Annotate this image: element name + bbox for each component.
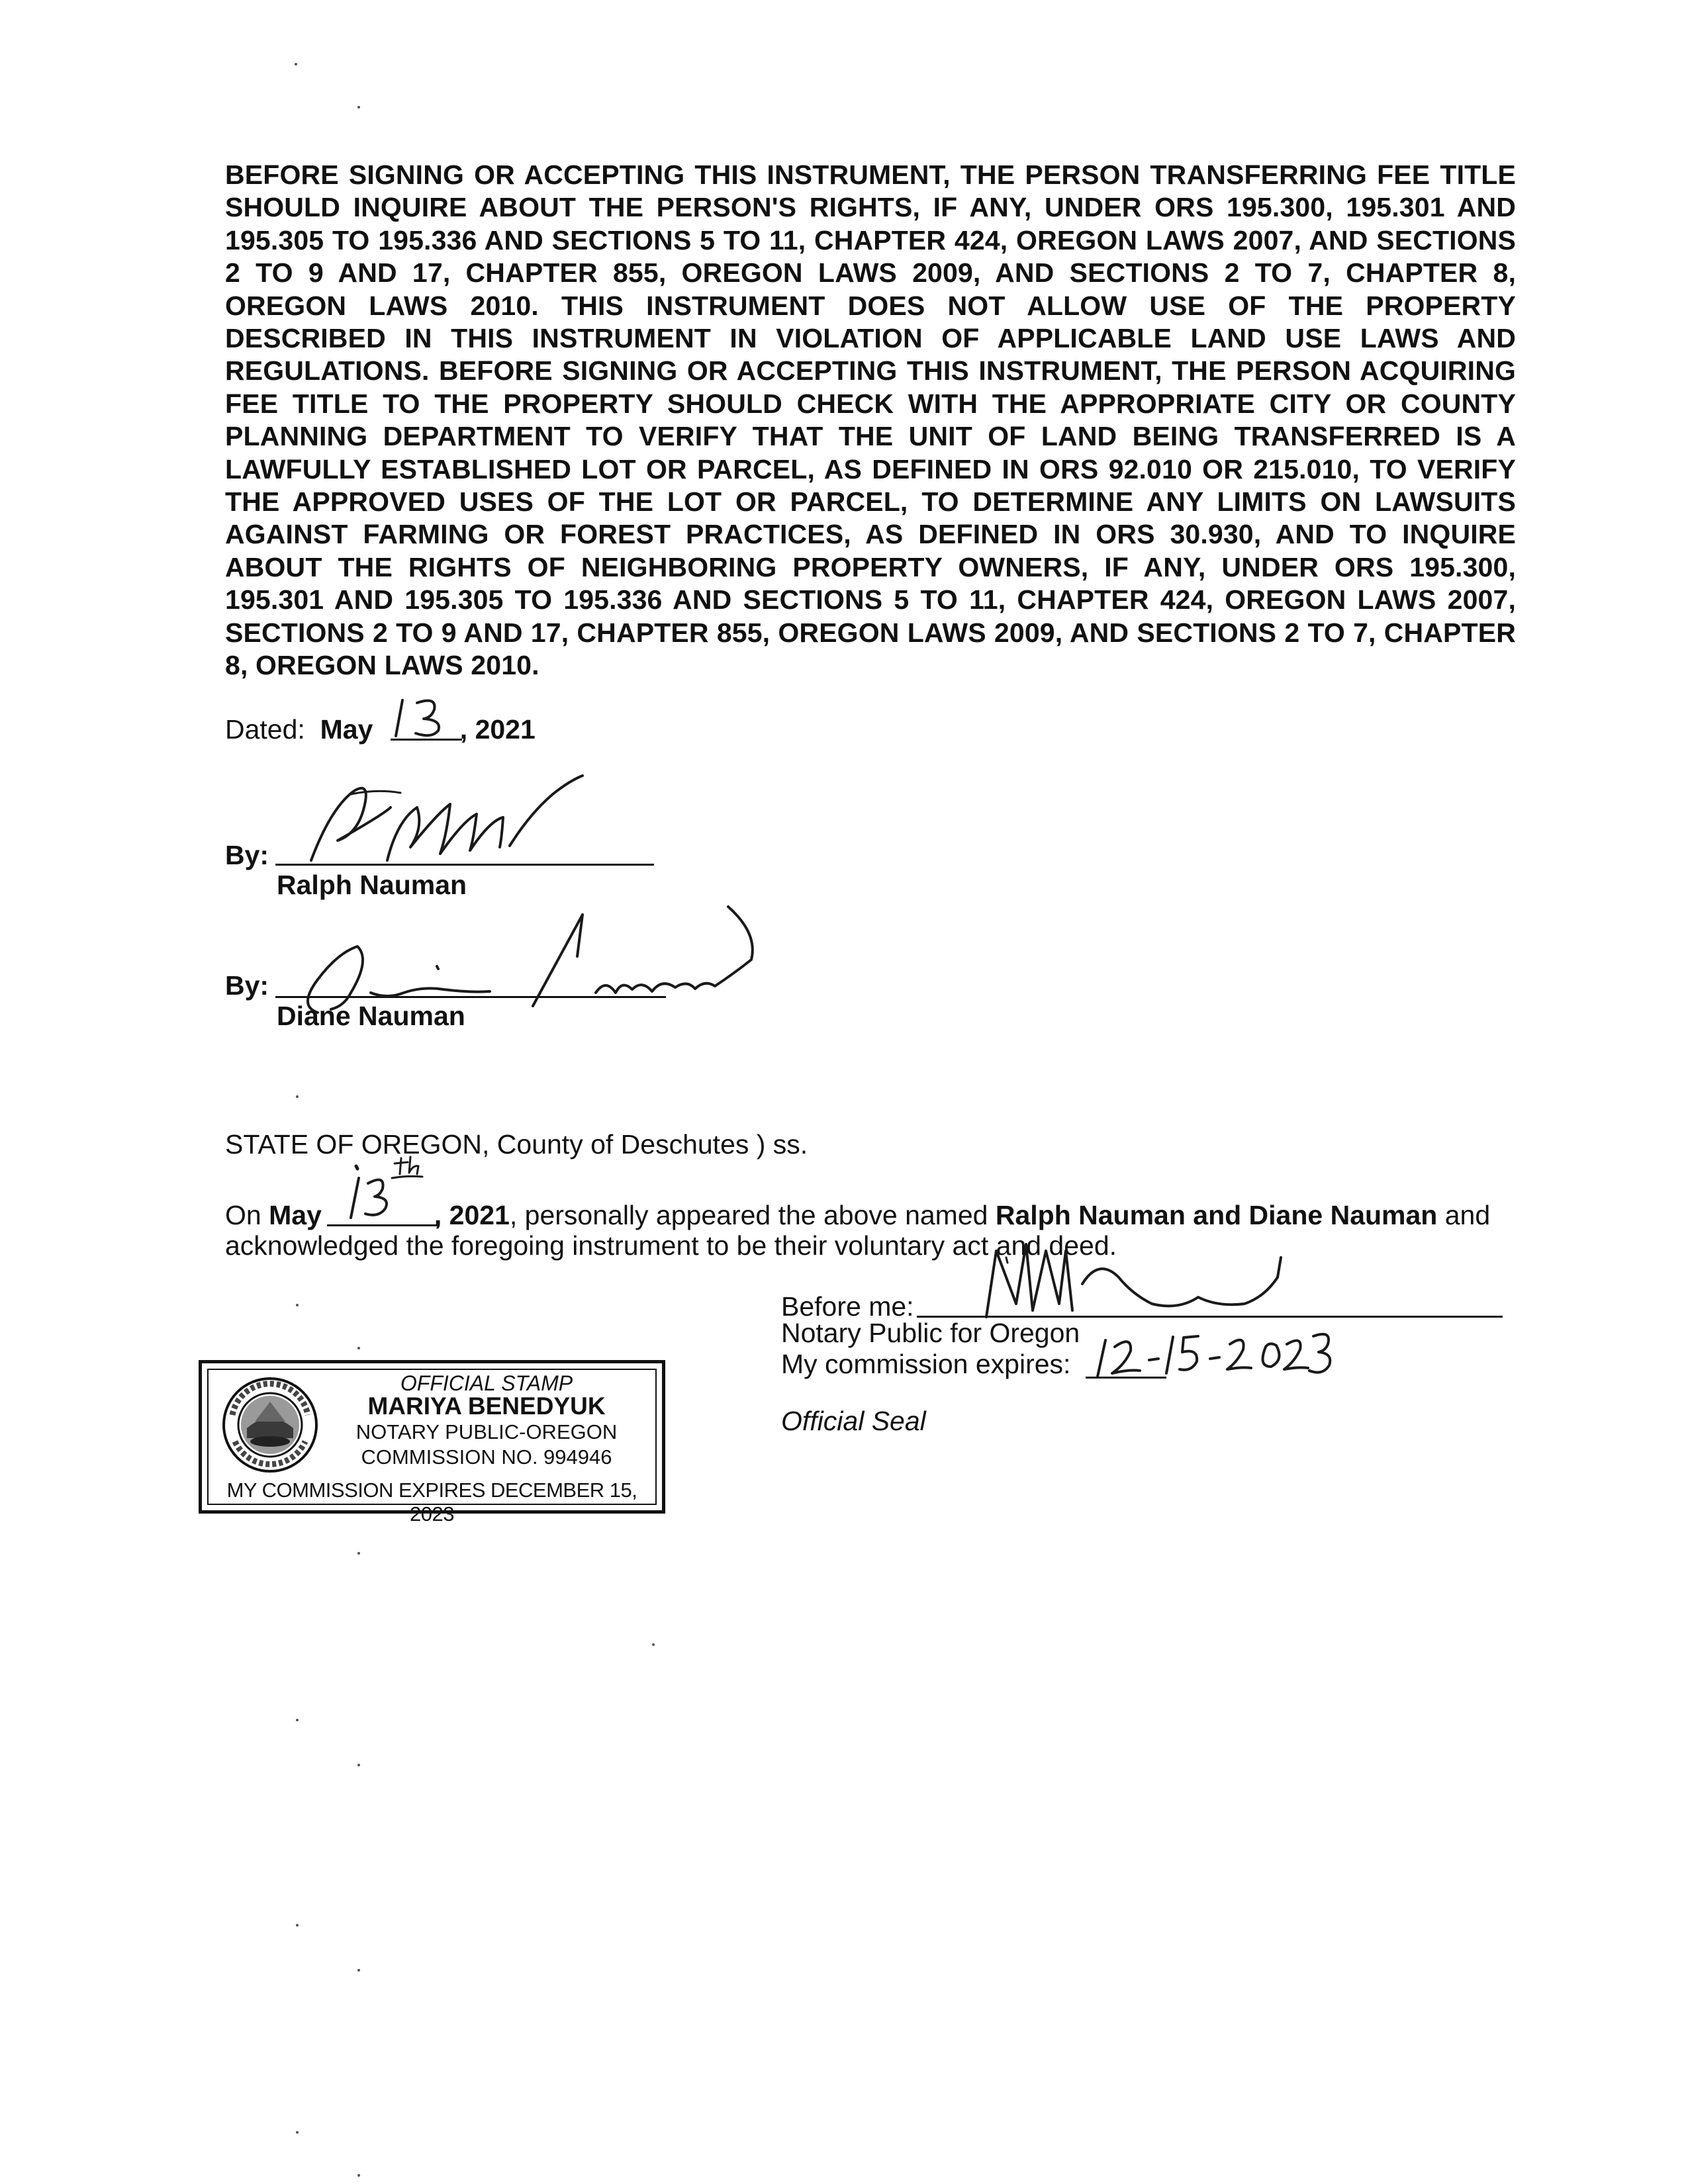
notary-title: Notary Public for Oregon (781, 1318, 1080, 1348)
scan-artifact (296, 2131, 299, 2134)
stamp-notary-name: MARIYA BENEDYUK (367, 1392, 606, 1420)
notary-signature (966, 1231, 1311, 1324)
ack-day-handwriting (344, 1152, 444, 1224)
scan-artifact (357, 2174, 360, 2177)
dated-line (225, 713, 536, 745)
dated-label: Dated: (225, 714, 305, 745)
ack-names: Ralph Nauman and Diane Nauman (995, 1200, 1438, 1230)
stamp-commission-number: COMMISSION NO. 994946 (361, 1445, 612, 1469)
ack-middle: , personally appeared the above named (509, 1200, 996, 1230)
before-me-label: Before me: (781, 1291, 914, 1322)
ack-year: , 2021 (434, 1200, 510, 1230)
scan-artifact (296, 1719, 299, 1721)
stamp-notary-title: NOTARY PUBLIC-OREGON (355, 1420, 618, 1443)
official-seal-label: Official Seal (781, 1406, 926, 1436)
ack-and: and (1437, 1200, 1491, 1230)
oregon-seal-icon (220, 1375, 320, 1475)
scan-artifact (295, 63, 297, 66)
ack-month: May (269, 1200, 322, 1230)
venue-line: STATE OF OREGON, County of Deschutes ) ss. (225, 1129, 808, 1160)
signer-1-by-label: By: (225, 840, 269, 870)
scan-artifact (296, 1304, 299, 1306)
signer-2-name: Diane Nauman (277, 1001, 465, 1031)
dated-year: , 2021 (459, 714, 536, 745)
stamp-commission-expires: MY COMMISSION EXPIRES DECEMBER 15, 2023 (226, 1479, 637, 1525)
signer-2-by-label: By: (225, 970, 269, 1001)
signer-1-signature (291, 768, 602, 874)
ack-day-underline (327, 1224, 438, 1226)
dated-month: May (320, 714, 373, 745)
scan-artifact (296, 1924, 299, 1927)
expires-handwriting (1092, 1327, 1344, 1387)
notary-stamp (199, 1360, 665, 1525)
scan-artifact (357, 1969, 360, 1972)
scan-artifact (357, 1764, 360, 1766)
scan-artifact (652, 1643, 655, 1646)
signer-1-name: Ralph Nauman (277, 870, 467, 900)
scan-artifact (357, 106, 360, 109)
acknowledgment-line-2: acknowledged the foregoing instrument to be their voluntary act and deed. (225, 1230, 1117, 1261)
stamp-header: OFFICIAL STAMP (400, 1371, 573, 1395)
disclaimer-paragraph: BEFORE SIGNING OR ACCEPTING THIS INSTRUMENT, THE PERSON TRANSFERRING FEE TITLE SHOULD INQUIRE ABOUT THE PERSON'S RIGHTS, IF ANY, UNDER ORS 195.300, 195.301 AND 195.305 TO 195.336 AND SECTIONS 5 TO 11, CHAPTER 424, OREGON LAWS 2007, AND SECTIONS 2 TO 9 AND 17, CHAPTER 855, OREGON LAWS 2009, AND SECTIONS 2 TO 7, CHAPTER 8, OREGON LAWS 2010. THIS INSTRUMENT DOES NOT ALLOW USE OF THE PROPERTY DESCRIBED IN THIS INSTRUMENT IN VIOLATION OF APPLICABLE LAND USE LAWS AND REGULATIONS. BEFORE SIGNING OR ACCEPTING THIS INSTRUMENT, THE PERSON ACQUIRING FEE TITLE TO THE PROPERTY SHOULD CHECK WITH THE APPROPRIATE CITY OR COUNTY PLANNING DEPARTMENT TO VERIFY THAT THE UNIT OF LAND BEING TRANSFERRED IS A LAWFULLY ESTABLISHED LOT OR PARCEL, AS DEFINED IN ORS 92.010 OR 215.010, TO VERIFY THE APPROVED USES OF THE LOT OR PARCEL, TO DETERMINE ANY LIMITS ON LAWSUITS AGAINST FARMING OR FOREST PRACTICES, AS DEFINED IN ORS 30.930, AND TO INQUIRE ABOUT THE RIGHTS OF NEIGHBORING PROPERTY OWNERS, IF ANY, UNDER ORS 195.300, 195.301 AND 195.305 TO 195.336 AND SECTIONS 5 TO 11, CHAPTER 424, OREGON LAWS 2007, SECTIONS 2 TO 9 AND 17, CHAPTER 855, OREGON LAWS 2009, AND SECTIONS 2 TO 7, CHAPTER 8, OREGON LAWS 2010. (225, 159, 1516, 681)
scan-artifact (357, 1347, 360, 1349)
commission-expires-label: My commission expires: (781, 1349, 1071, 1379)
ack-on: On (225, 1200, 261, 1230)
scan-artifact (296, 1095, 299, 1098)
scan-artifact (357, 1552, 360, 1555)
dated-day-handwriting (391, 695, 463, 741)
